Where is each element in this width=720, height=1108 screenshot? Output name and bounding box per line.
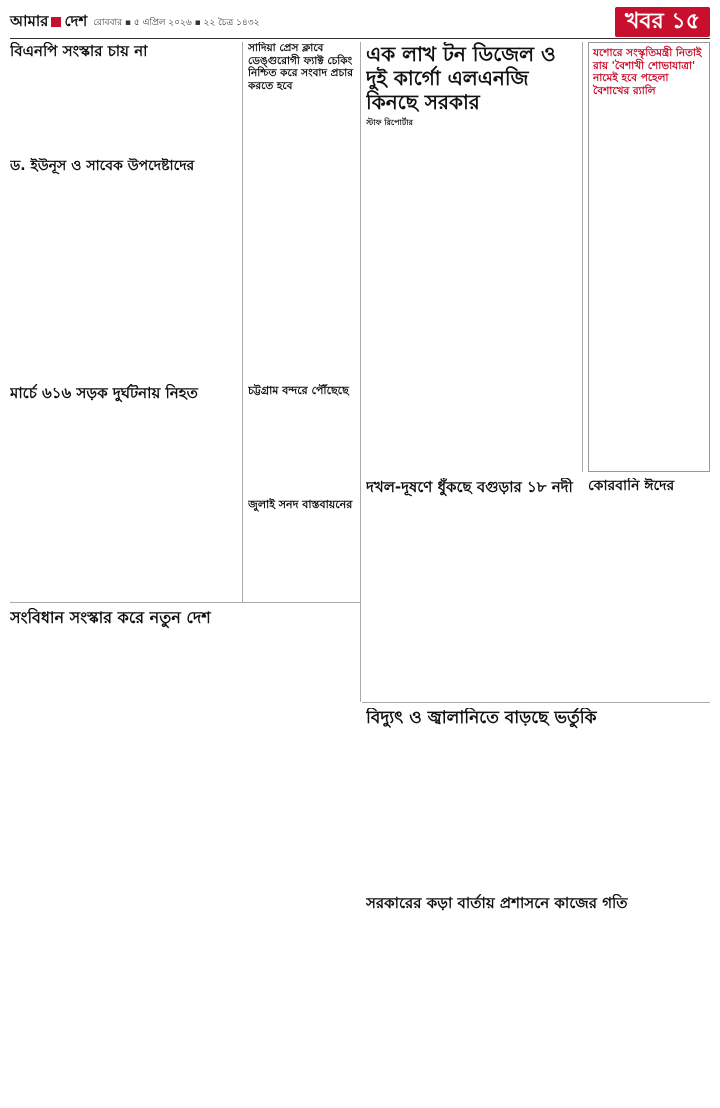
dateline: রোববার ▪ ৫ এপ্রিল ২০২৬ ▪ ২২ চৈত্র ১৪৩২ (93, 17, 260, 28)
column-rule (360, 42, 361, 702)
story-admin (366, 894, 710, 1108)
body-text (10, 178, 236, 374)
story-subsidy (366, 708, 710, 888)
headline: মার্চে ৬১৬ সড়ক দুর্ঘটনায় নিহত (10, 384, 198, 402)
story-diesel (366, 42, 578, 472)
brand-left: আমার (10, 11, 49, 30)
headline: সাদিয়া প্রেস ক্লাবে ডেঙ্গুরোগী ফ্যাক্ট চেকিং নিশ্চিত করে সংবাদ প্রচার করতে হবে (248, 42, 353, 92)
headline: যশোরে সংস্কৃতিমন্ত্রী নিতাই রায় 'বৈশাখী শোভাযাত্রা' নামেই হবে পহেলা বৈশাখের র‍্যালি (593, 47, 702, 97)
brand-mark-icon (51, 17, 61, 27)
headline: চট্টগ্রাম বন্দরে পৌঁছেছে (248, 384, 349, 397)
story-bnp (10, 42, 236, 154)
body-text (248, 400, 356, 480)
body-text (10, 630, 356, 1100)
body-text (248, 95, 356, 355)
story-yunus (10, 158, 236, 380)
body-text (366, 915, 710, 1099)
body-text (366, 499, 578, 691)
story-july (248, 498, 356, 598)
headline: কোরবানি ঈদের (588, 478, 675, 494)
headline: দখল-দূষণে ধুঁকছে বগুড়ার ১৮ নদী (366, 478, 573, 496)
body-text (588, 498, 710, 684)
story-baishakhi (588, 42, 710, 472)
story-bogura (366, 478, 578, 698)
headline: বিদ্যুৎ ও জ্বালানিতে বাড়ছে ভর্তুকি (366, 708, 597, 728)
body-text (366, 731, 710, 879)
story-grid (10, 42, 710, 1074)
story-korbani (588, 478, 710, 698)
headline: জুলাই সনদ বাস্তবায়নের (248, 498, 353, 511)
headline: সংবিধান সংস্কার করে নতুন দেশ (10, 608, 211, 627)
row-rule (10, 602, 360, 603)
story-constitution (10, 608, 356, 1108)
body-text (366, 132, 578, 432)
headline: ড. ইউনূস ও সাবেক উপদেষ্টাদের (10, 158, 195, 174)
byline: স্টাফ রিপোর্টার (366, 118, 413, 127)
headline: এক লাখ টন ডিজেল ও দুই কার্গো এলএনজি কিনছে সরকার (366, 42, 556, 114)
body-text (248, 514, 356, 584)
body-text (593, 100, 705, 440)
column-rule (582, 42, 583, 472)
section-badge: খবর ১৫ (615, 7, 710, 37)
headline: বিএনপি সংস্কার চায় না (10, 42, 148, 60)
row-rule (362, 702, 710, 703)
body-text (10, 63, 236, 151)
masthead (10, 6, 710, 39)
story-press (248, 42, 356, 378)
brand-right: দেশ (64, 11, 88, 30)
brand-logo (10, 10, 87, 35)
headline: সরকারের কড়া বার্তায় প্রশাসনে কাজের গতি (366, 894, 628, 912)
story-chattogram (248, 384, 356, 494)
